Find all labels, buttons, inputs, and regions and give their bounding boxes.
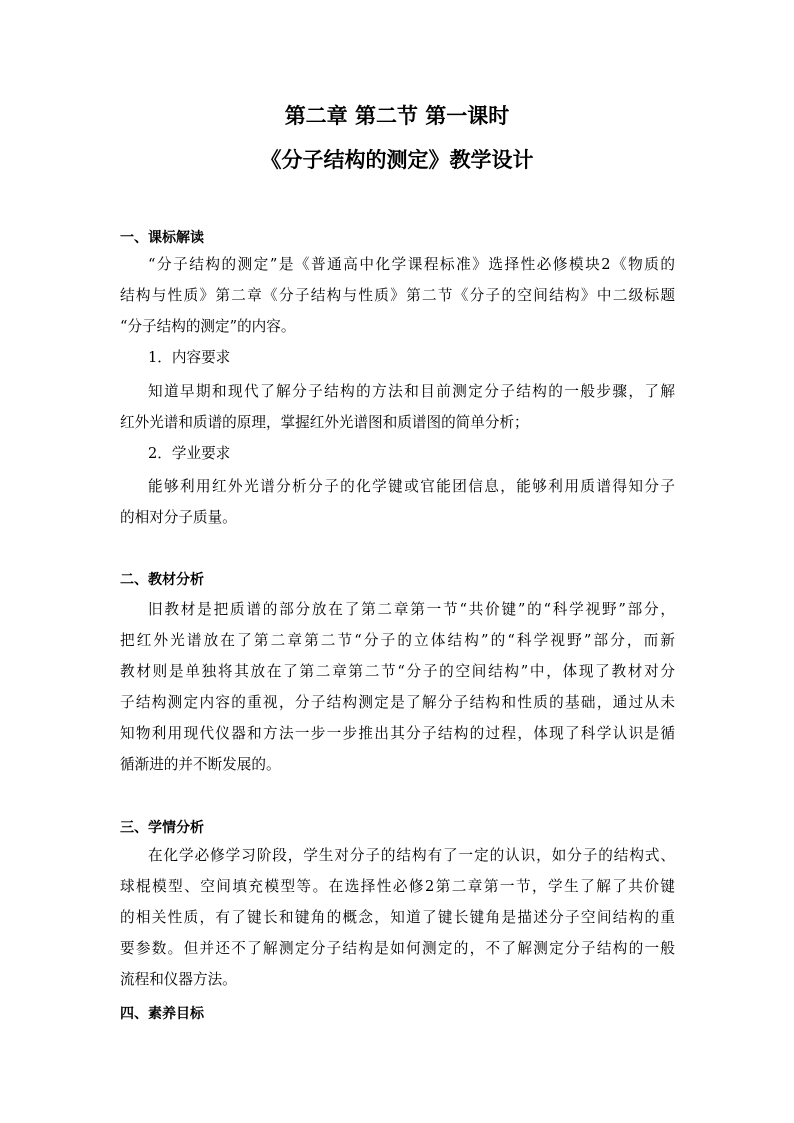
paragraph-line: 的相关性质，有了键长和键角的概念，知道了键长键角是描述分子空间结构的重	[120, 909, 675, 926]
paragraph-line: 要参数。但并还不了解测定分子结构是如何测定的，不了解测定分子结构的一般	[120, 940, 675, 957]
paragraph-line: 教材则是单独将其放在了第二章第二节“分子的空间结构”中，体现了教材对分	[120, 663, 675, 680]
paragraph-line: 知物利用现代仪器和方法一步一步推出其分子结构的过程，体现了科学认识是循	[120, 725, 675, 742]
paragraph-line: 红外光谱和质谱的原理，掌握红外光谱图和质谱图的简单分析；	[120, 414, 529, 431]
paragraph-line: “分子结构的测定”的内容。	[120, 318, 296, 335]
paragraph-line: 流程和仪器方法。	[120, 971, 237, 988]
document-title-line-1: 第二章 第二节 第一课时	[284, 104, 510, 128]
paragraph-line: 能够利用红外光谱分析分子的化学键或官能团信息，能够利用质谱得知分子	[148, 478, 675, 495]
subheading-academic-requirements: 2．学业要求	[148, 445, 231, 462]
section-heading-objectives: 四、素养目标	[120, 1006, 204, 1022]
paragraph-line: 把红外光谱放在了第二章第二节“分子的立体结构”的“科学视野”部分，而新	[120, 632, 675, 649]
paragraph-line: 子结构测定内容的重视，分子结构测定是了解分子结构和性质的基础，通过从未	[120, 694, 675, 711]
section-heading-learners: 三、学情分析	[120, 820, 204, 836]
document-title-line-2: 《分子结构的测定》教学设计	[260, 148, 534, 172]
subheading-content-requirements: 1．内容要求	[148, 349, 231, 366]
paragraph-line: “分子结构的测定”是《普通高中化学课程标准》选择性必修模块2《物质的	[148, 256, 675, 273]
paragraph-line: 知道早期和现代了解分子结构的方法和目前测定分子结构的一般步骤，了解	[148, 383, 675, 400]
paragraph-line: 结构与性质》第二章《分子结构与性质》第二节《分子的空间结构》中二级标题	[120, 287, 675, 304]
section-heading-curriculum: 一、课标解读	[120, 230, 204, 246]
paragraph-line: 的相对分子质量。	[120, 509, 237, 526]
paragraph-line: 循渐进的并不断发展的。	[120, 756, 281, 773]
paragraph-line: 球棍模型、空间填充模型等。在选择性必修2第二章第一节，学生了解了共价键	[120, 878, 675, 895]
section-heading-textbook: 二、教材分析	[120, 572, 204, 588]
paragraph-line: 在化学必修学习阶段，学生对分子的结构有了一定的认识，如分子的结构式、	[148, 847, 675, 864]
paragraph-line: 旧教材是把质谱的部分放在了第二章第一节“共价键”的“科学视野”部分，	[148, 601, 675, 618]
